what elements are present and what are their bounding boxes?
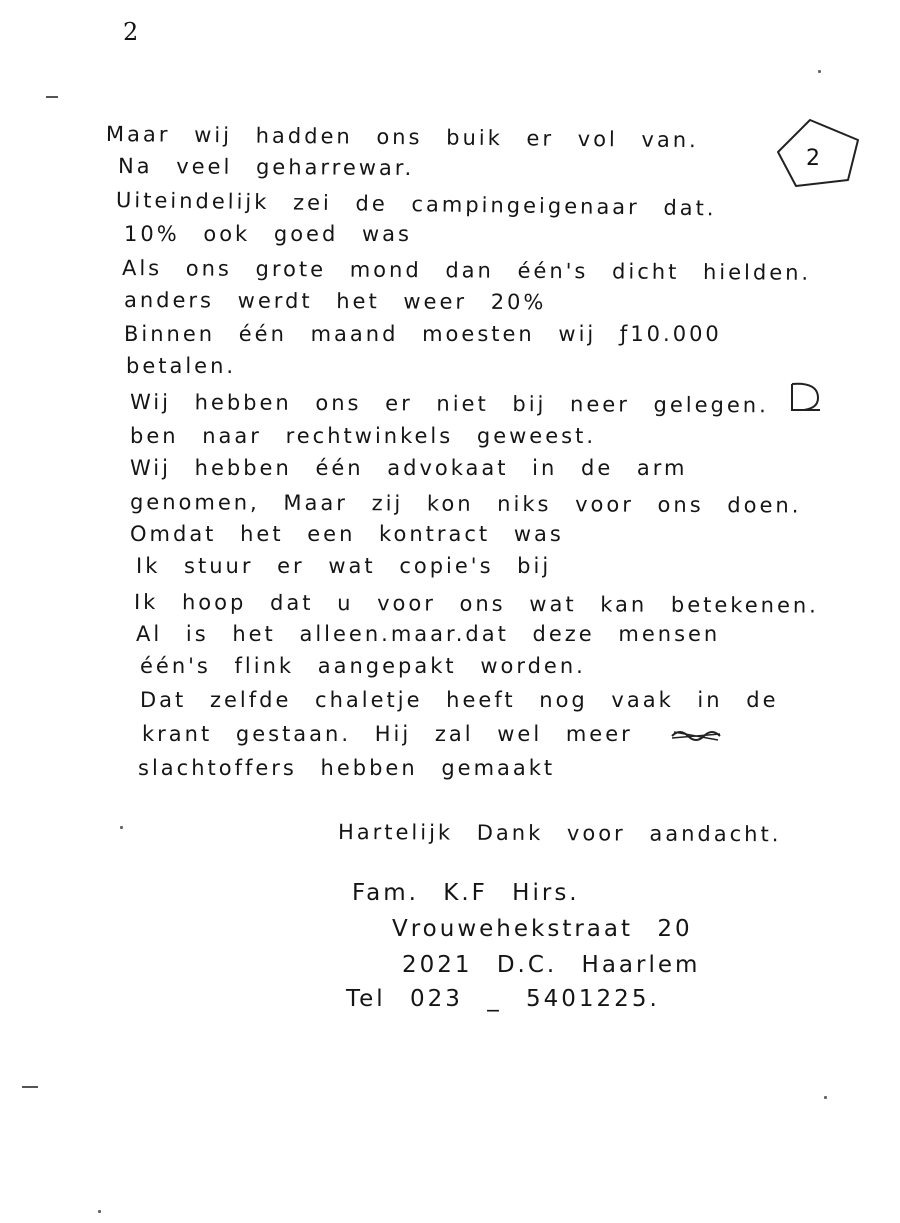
letter-line-12: genomen, Maar zij kon niks voor ons doen. [129,490,802,518]
letter-line-1: Maar wij hadden ons buik er vol van. [105,122,699,153]
sender-phone: Tel 023 _ 5401225. [346,986,660,1012]
letter-line-7: Binnen één maand moesten wij ƒ10.000 [124,322,722,346]
letter-line-13: Omdat het een kontract was [130,522,564,546]
letter-line-10: ben naar rechtwinkels geweest. [130,424,596,448]
letter-line-5: Als ons grote mond dan één's dicht hielden. [121,256,812,285]
letter-line-2: Na veel geharrewar. [117,154,415,181]
letter-line-9: Wij hebben ons er niet bij neer gelegen. [129,390,769,418]
letter-line-6: anders werdt het weer 20% [123,288,547,315]
sender-name: Fam. K.F Hirs. [352,880,580,906]
letter-line-4: 10% ook goed was [124,222,412,246]
sender-street: Vrouwehekstraat 20 [392,916,693,942]
letter-line-8: betalen. [126,354,237,378]
scan-speck [98,1210,101,1213]
letter-line-16: Al is het alleen.maar.dat deze mensen [136,622,721,646]
letter-line-17: één's flink aangepakt worden. [140,654,586,678]
scan-speck [120,826,123,829]
circled-page-number: 2 [806,146,820,171]
scan-speck [824,1096,827,1099]
margin-doodle [786,380,826,416]
letter-line-3: Uiteindelijk zei de campingeigenaar dat. [115,188,717,221]
scan-mark [22,1086,38,1088]
letter-line-18: Dat zelfde chaletje heeft nog vaak in de [140,688,779,712]
closing-line: Hartelijk Dank voor aandacht. [337,820,782,847]
letter-line-11: Wij hebben één advokaat in de arm [130,456,688,480]
scan-mark [46,96,58,98]
letter-line-15: Ik hoop dat u voor ons wat kan betekenen. [133,590,819,618]
crossed-out-word [670,726,722,744]
scan-speck [818,70,821,73]
letter-line-19: krant gestaan. Hij zal wel meer [142,722,633,746]
page-number: 2 [123,18,139,46]
letter-line-14: Ik stuur er wat copie's bij [136,554,552,578]
sender-city: 2021 D.C. Haarlem [402,952,701,978]
letter-line-20: slachtoffers hebben gemaakt [138,756,556,780]
